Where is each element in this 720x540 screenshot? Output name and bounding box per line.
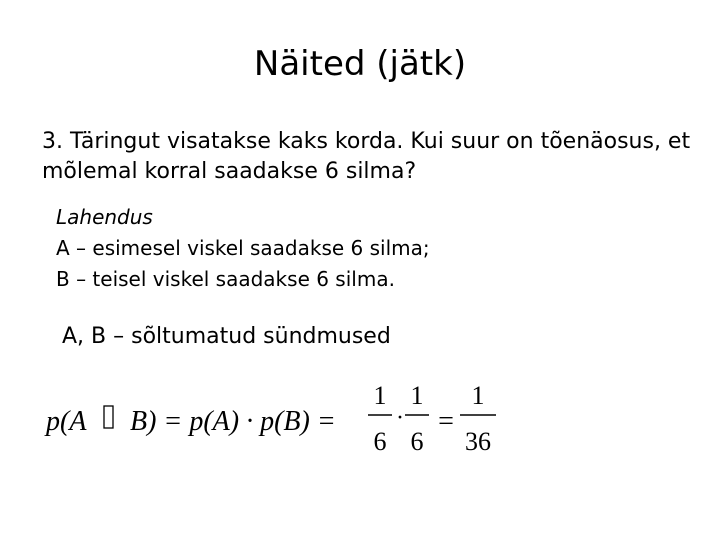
independence-statement: A, B – sõltumatud sündmused: [62, 324, 391, 349]
missing-glyph-box: [104, 406, 113, 428]
fraction2-numerator: 1: [410, 381, 424, 410]
event-b-definition: B – teisel viskel saadakse 6 silma.: [56, 267, 395, 291]
probability-formula: [44, 378, 514, 464]
fraction1-numerator: 1: [373, 381, 387, 410]
formula-lhs: p(A: [46, 406, 87, 437]
question-text: 3. Täringut visatakse kaks korda. Kui suur on tõenäosus, et mõlemal korral saadakse 6 silma?: [42, 129, 691, 184]
fraction3-denominator: 36: [465, 427, 491, 456]
formula-svg: [44, 378, 514, 464]
solution-heading: Lahendus: [56, 205, 153, 229]
fraction2-denominator: 6: [410, 427, 424, 456]
event-a-definition: A – esimesel viskel saadakse 6 silma;: [56, 236, 430, 260]
fraction3-numerator: 1: [471, 381, 485, 410]
formula-multiply-dot: ·: [396, 405, 404, 431]
formula-lhs-rest: B) = p(A) · p(B) =: [130, 406, 336, 437]
slide-title: Näited (jätk): [253, 44, 467, 84]
solution-block: [56, 202, 696, 295]
fraction1-denominator: 6: [373, 427, 387, 456]
formula-equals: =: [438, 406, 454, 437]
